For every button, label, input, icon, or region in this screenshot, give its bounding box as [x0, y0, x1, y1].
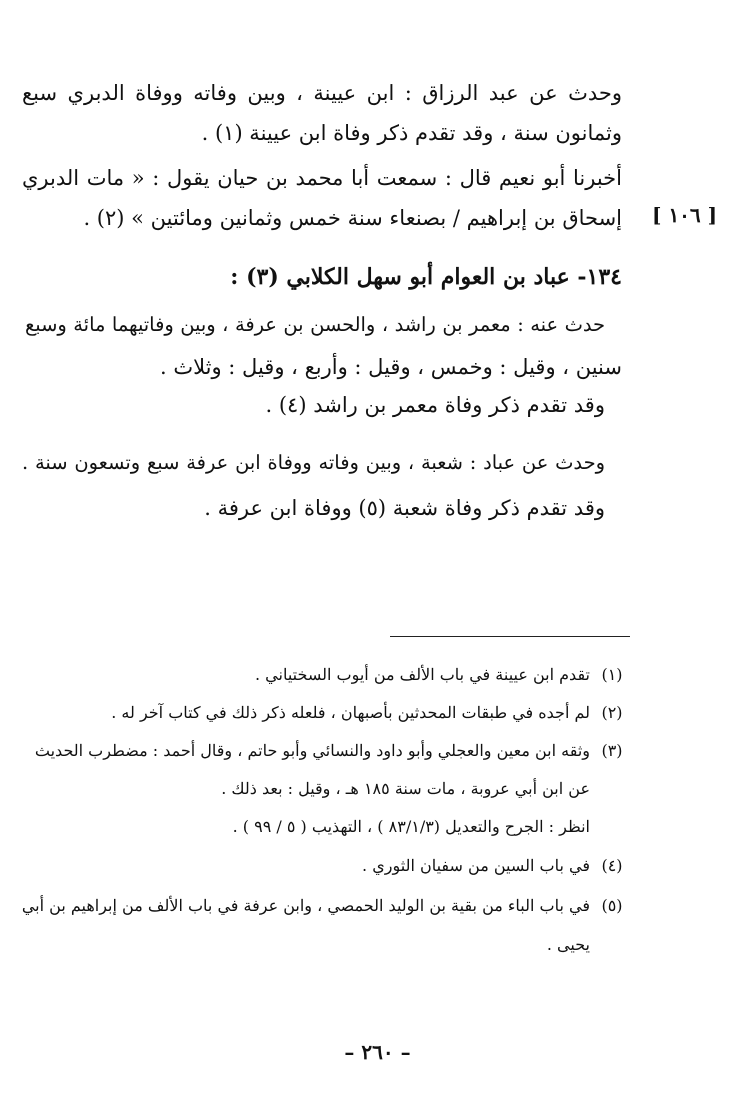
footnote-separator — [390, 636, 630, 637]
body-line-8: وحدث عن عباد : شعبة ، وبين وفاته ووفاة ابن عرفة سبع وتسعون سنة . — [22, 451, 605, 474]
footnote-text: يحيى . — [546, 935, 590, 954]
footnote-text: في باب الباء من بقية بن الوليد الحمصي ، وابن عرفة في باب الألف من إبراهيم بن أبي — [21, 896, 590, 915]
footnote-number: (٥) — [601, 896, 623, 915]
page-number: – ٢٦٠ – — [344, 1040, 411, 1064]
body-line-7: وقد تقدم ذكر وفاة معمر بن راشد (٤) . — [265, 393, 605, 417]
footnote-number: (٢) — [601, 703, 623, 722]
footnote-text: في باب السين من سفيان الثوري . — [362, 856, 590, 875]
footnote-number: (٤) — [601, 856, 623, 875]
footnote-text: عن ابن أبي عروبة ، مات سنة ١٨٥ هـ ، وقيل : بعد ذلك . — [221, 779, 590, 798]
entry-heading: ١٣٤- عباد بن العوام أبو سهل الكلابي (٣) : — [230, 264, 622, 290]
footnote-number: (١) — [601, 665, 623, 684]
footnote-text: تقدم ابن عيينة في باب الألف من أيوب السختياني . — [255, 665, 590, 684]
body-line-1: وحدث عن عبد الرزاق : ابن عيينة ، وبين وفاته ووفاة الدبري سبع — [22, 81, 622, 105]
body-line-6: سنين ، وقيل : وخمس ، وقيل : وأربع ، وقيل : وثلاث . — [160, 355, 622, 379]
manuscript-page-marker: [ ١٠٦ ] — [652, 203, 718, 227]
body-line-4: إسحاق بن إبراهيم / بصنعاء سنة خمس وثمانين ومائتين » (٢) . — [83, 206, 622, 230]
body-line-3: أخبرنا أبو نعيم قال : سمعت أبا محمد بن حيان يقول : « مات الدبري — [22, 166, 622, 190]
footnote-number: (٣) — [601, 741, 623, 760]
footnote-text: وثقه ابن معين والعجلي وأبو داود والنسائي وأبو حاتم ، وقال أحمد : مضطرب الحديث — [34, 741, 590, 760]
body-line-9: وقد تقدم ذكر وفاة شعبة (٥) ووفاة ابن عرفة . — [204, 496, 605, 520]
footnote-text: لم أجده في طبقات المحدثين بأصبهان ، فلعله ذكر ذلك في كتاب آخر له . — [111, 703, 590, 722]
body-line-5: حدث عنه : معمر بن راشد ، والحسن بن عرفة ، وبين وفاتيهما مائة وسبع — [25, 313, 605, 336]
body-line-2: وثمانون سنة ، وقد تقدم ذكر وفاة ابن عيينة (١) . — [201, 121, 622, 145]
footnote-text: انظر : الجرح والتعديل (٨٣/١/٣ ) ، التهذيب ( ٥ / ٩٩ ) . — [232, 817, 590, 836]
